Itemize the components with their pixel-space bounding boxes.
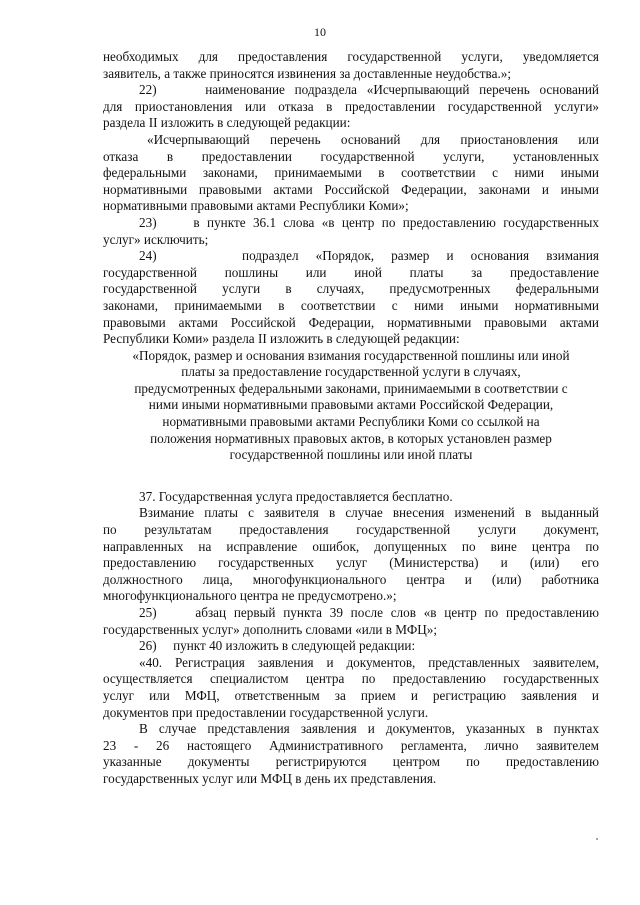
- text-line: государственной услуги в случаях, предусмотренных федеральными: [103, 281, 599, 297]
- text-line: раздела II изложить в следующей редакции:: [103, 115, 351, 131]
- text-line: «Исчерпывающий перечень оснований для приостановления или: [147, 131, 599, 147]
- text-line: многофункционального центра не предусмотрено.»;: [103, 588, 397, 604]
- document-body: [103, 49, 599, 788]
- text-line: указанные документы регистрируются центром по предоставлению: [103, 754, 599, 770]
- text-line: В случае представления заявления и документов, указанных в пунктах: [139, 721, 599, 737]
- text-line: государственной пошлины или иной платы: [229, 447, 473, 463]
- text-line: услуг» исключить;: [103, 231, 209, 247]
- text-line: документов при предоставлении государственной услуги.: [103, 704, 429, 720]
- text-line: предусмотренных федеральными законами, принимаемыми в соответствии с: [134, 380, 568, 396]
- text-line: платы за предоставление государственной услуги в случаях,: [181, 364, 521, 380]
- text-line: направленных на исправление ошибок, допущенных по вине центра по: [103, 538, 599, 554]
- text-line: федеральными законами, принимаемыми в соответствии с ними иными: [103, 165, 599, 181]
- text-line: положения нормативных правовых актов, в которых установлен размер: [150, 430, 552, 446]
- text-line: государственной пошлины или иной платы за предоставление: [103, 264, 599, 280]
- text-line: отказа в предоставлении государственной услуги, установленных: [103, 148, 599, 164]
- text-line: должностного лица, многофункционального центра и (или) работника: [103, 571, 599, 587]
- text-line: необходимых для предоставления государственной услуги, уведомляется: [103, 49, 599, 64]
- text-line: для приостановления или отказа в предоставлении государственной услуги»: [103, 98, 599, 114]
- text-line: 24) подраздел «Порядок, размер и основания взимания: [139, 248, 599, 264]
- text-line: государственных услуг или МФЦ в день их представления.: [103, 770, 437, 786]
- text-line: заявитель, а также приносятся извинения за доставленные неудобства.»;: [103, 65, 511, 81]
- text-line: нормативными правовыми актами Российской Федерации, законами и иными: [103, 181, 599, 197]
- text-line: нормативными правовыми актами Республики Коми»;: [103, 198, 409, 214]
- text-line: предоставлению государственных услуг (Министерства) и (или) его: [103, 555, 599, 571]
- text-line: Взимание платы с заявителя в случае внесения изменений в выданный: [139, 505, 599, 521]
- paragraph-gap: [103, 464, 599, 489]
- text-line: по результатам предоставления государственной услуги документ,: [103, 522, 599, 538]
- text-line: Республики Коми» раздела II изложить в следующей редакции:: [103, 331, 460, 347]
- text-line: «40. Регистрация заявления и документов, представленных заявителем,: [139, 654, 599, 670]
- text-line: 23) в пункте 36.1 слова «в центр по предоставлению государственных: [139, 214, 599, 230]
- text-line: услуг или МФЦ, ответственным за прием и регистрацию заявления и: [103, 687, 599, 703]
- text-line: 22) наименование подраздела «Исчерпывающий перечень оснований: [139, 82, 599, 98]
- text-line: правовыми актами Российской Федерации, нормативными правовыми актами: [103, 314, 599, 330]
- text-line: «Порядок, размер и основания взимания государственной пошлины или иной: [132, 347, 570, 363]
- page-number: 10: [314, 25, 326, 39]
- text-line: осуществляется специалистом центра по предоставлению государственных: [103, 671, 599, 687]
- scan-speck: [596, 838, 598, 840]
- text-line: государственных услуг» дополнить словами «или в МФЦ»;: [103, 621, 438, 637]
- text-line: 23 - 26 настоящего Административного регламента, лично заявителем: [103, 737, 599, 753]
- text-line: 25) абзац первый пункта 39 после слов «в центр по предоставлению: [139, 605, 599, 620]
- text-line: 26) пункт 40 изложить в следующей редакции:: [139, 638, 416, 654]
- text-line: 37. Государственная услуга предоставляется бесплатно.: [139, 488, 453, 504]
- text-line: ними иными нормативными правовыми актами Российской Федерации,: [148, 397, 554, 413]
- text-line: законами, принимаемыми в соответствии с ними иными нормативными: [103, 297, 599, 313]
- text-line: нормативными правовыми актами Республики Коми со ссылкой на: [162, 414, 540, 430]
